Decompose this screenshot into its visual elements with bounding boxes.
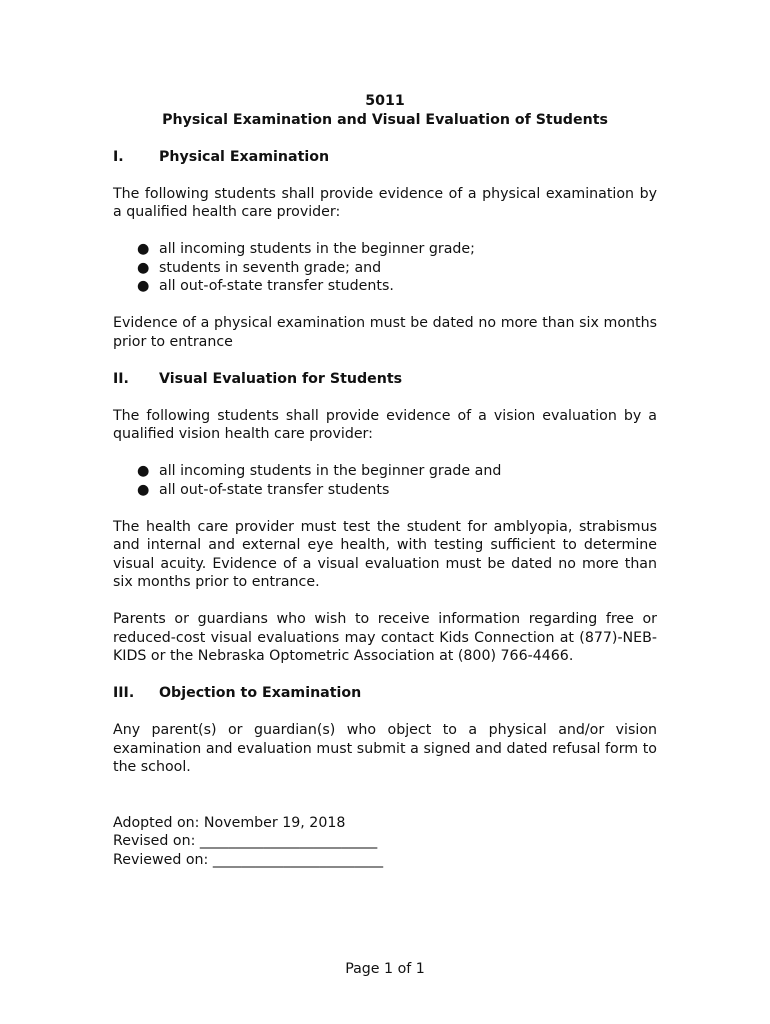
reviewed-date: Reviewed on: ________________________ [113, 851, 384, 868]
section-heading-objection [113, 684, 657, 703]
bullet-icon: ● [137, 259, 150, 276]
bullet-list [113, 240, 657, 296]
bullet-icon: ● [137, 463, 150, 479]
bullet-list [113, 462, 657, 499]
bullet-icon: ● [137, 278, 150, 294]
section-paragraph: Any parent(s) or guardian(s) who object to a physical and/or vision examination and evaluation must submit a signed and dated refusal form to the school. [113, 722, 657, 775]
section-heading-physical-examination [113, 148, 657, 167]
section-title: Objection to Examination [159, 685, 362, 701]
page-number: Page 1 of 1 [345, 961, 425, 977]
section-title: Visual Evaluation for Students [159, 370, 403, 387]
section-number: III. [113, 685, 135, 701]
section-paragraph: The health care provider must test the student for amblyopia, strabismus and internal and external eye health, with testing sufficient to determine visual acuity. Evidence of a visual evaluation must be dated no more than six months prior to entrance. [113, 518, 657, 590]
section-title: Physical Examination [159, 148, 330, 165]
document-title: Physical Examination and Visual Evaluation of Students [162, 111, 608, 128]
bullet-icon: ● [137, 481, 150, 498]
list-item: ● students in seventh grade; and [137, 259, 382, 276]
bullet-icon: ● [137, 241, 150, 257]
section-number: I. [113, 148, 124, 165]
list-item: ● all out-of-state transfer students. [137, 278, 394, 294]
section-paragraph: Parents or guardians who wish to receive information regarding free or reduced-cost visual evaluations may contact Kids Connection at (877)-NEB-KIDS or the Nebraska Optometric Association at (800) 766-4466. [113, 611, 657, 664]
section-paragraph: The following students shall provide evidence of a vision evaluation by a qualified vision health care provider: [113, 407, 657, 442]
section-number: II. [113, 370, 129, 387]
list-item: ● all out-of-state transfer students [137, 481, 390, 498]
document-body [113, 92, 657, 869]
list-item: ● all incoming students in the beginner grade and [137, 463, 502, 479]
list-item: ● all incoming students in the beginner grade; [137, 241, 475, 257]
adopted-date: Adopted on: November 19, 2018 [113, 814, 346, 831]
section-heading-visual-evaluation [113, 370, 657, 389]
section-paragraph: The following students shall provide evidence of a physical examination by a qualified health care provider: [113, 185, 657, 220]
policy-number: 5011 [365, 93, 405, 109]
section-paragraph: Evidence of a physical examination must be dated no more than six months prior to entrance [113, 315, 657, 350]
revised-date: Revised on: _________________________ [113, 833, 378, 849]
